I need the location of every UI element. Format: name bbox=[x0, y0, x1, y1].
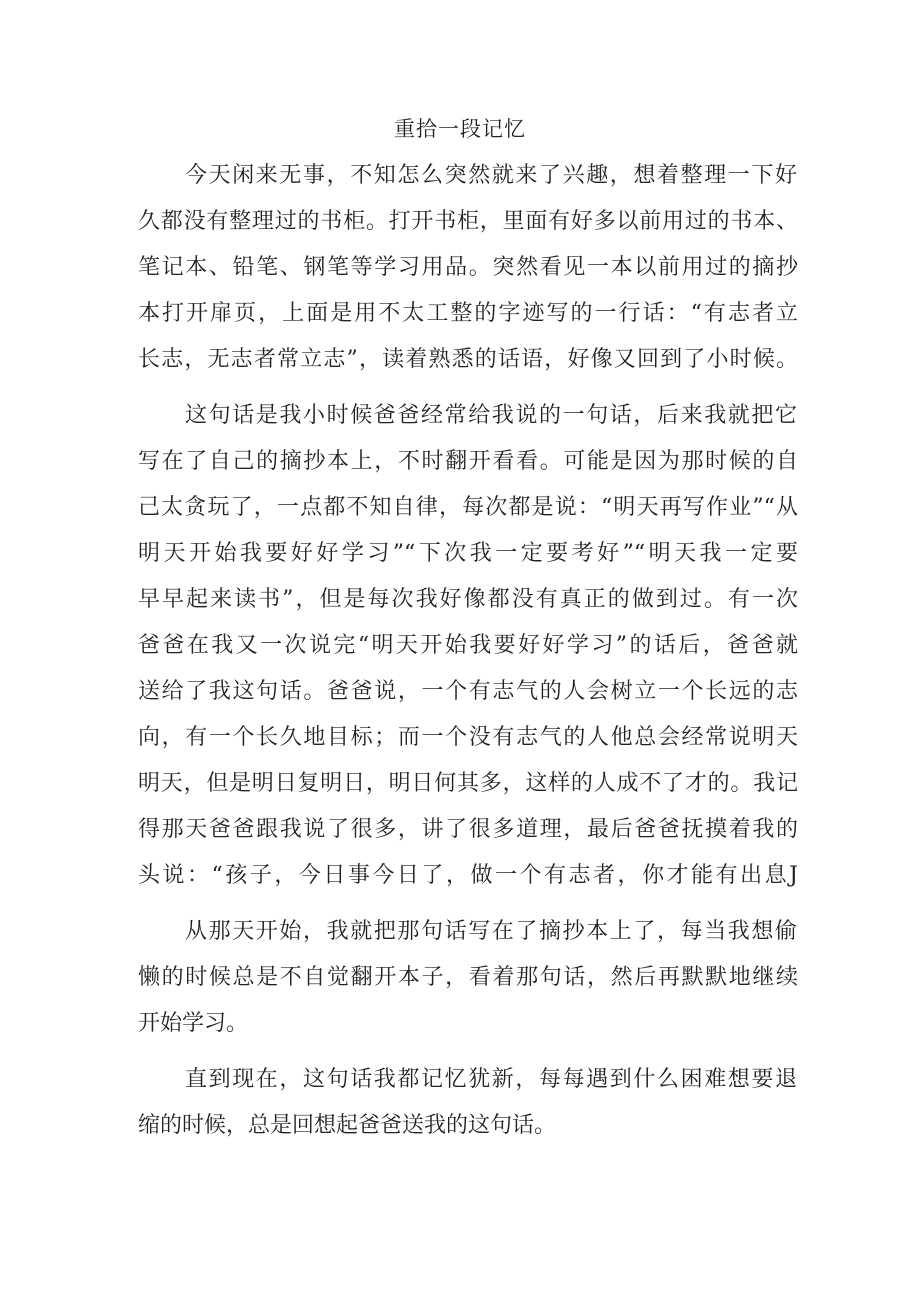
paragraph-3-line-3: 开始学习。 bbox=[138, 1011, 249, 1036]
paragraph-4-line-1: 直到现在，这句话我都记忆犹新，每每遇到什么困难想要退 bbox=[185, 1067, 797, 1092]
paragraph-1-line-4: 本打开扉页，上面是用不太工整的字迹写的一行话：“有志者立 bbox=[138, 301, 798, 326]
paragraph-3-line-2: 懒的时候总是不自觉翻开本子，看着那句话，然后再默默地继续 bbox=[138, 965, 798, 990]
paragraph-1-line-2: 久都没有整理过的书柜。打开书柜，里面有好多以前用过的书本、 bbox=[138, 209, 798, 234]
document-title: 重拾一段记忆 bbox=[394, 117, 526, 141]
paragraph-1-line-1: 今天闲来无事，不知怎么突然就来了兴趣，想着整理一下好 bbox=[185, 163, 797, 188]
paragraph-2-line-6: 爸爸在我又一次说完“明天开始我要好好学习”的话后，爸爸就 bbox=[138, 633, 798, 658]
paragraph-2-line-3: 己太贪玩了，一点都不知自律，每次都是说：“明天再写作业”“从 bbox=[138, 495, 798, 520]
paragraph-4-line-2: 缩的时候，总是回想起爸爸送我的这句话。 bbox=[138, 1113, 557, 1138]
paragraph-2-line-5: 早早起来读书”，但是每次我好像都没有真正的做到过。有一次 bbox=[138, 587, 798, 612]
paragraph-1-line-3: 笔记本、铅笔、钢笔等学习用品。突然看见一本以前用过的摘抄 bbox=[138, 255, 798, 280]
paragraph-2-line-10: 得那天爸爸跟我说了很多，讲了很多道理，最后爸爸抚摸着我的 bbox=[138, 817, 798, 842]
paragraph-1-line-5: 长志，无志者常立志”，读着熟悉的话语，好像又回到了小时候。 bbox=[138, 347, 798, 372]
paragraph-3-line-1: 从那天开始，我就把那句话写在了摘抄本上了，每当我想偷 bbox=[185, 919, 797, 944]
paragraph-2-line-11: 头说：“孩子，今日事今日了，做一个有志者，你才能有出息J bbox=[138, 863, 798, 888]
paragraph-2-line-4: 明天开始我要好好学习”“下次我一定要考好”“明天我一定要 bbox=[138, 541, 798, 566]
paragraph-2-line-8: 向，有一个长久地目标；而一个没有志气的人他总会经常说明天 bbox=[138, 725, 798, 750]
paragraph-2-line-2: 写在了自己的摘抄本上，不时翻开看看。可能是因为那时候的自 bbox=[138, 449, 798, 474]
paragraph-2-line-1: 这句话是我小时候爸爸经常给我说的一句话，后来我就把它 bbox=[185, 403, 797, 428]
paragraph-2-line-9: 明天，但是明日复明日，明日何其多，这样的人成不了才的。我记 bbox=[138, 771, 798, 796]
paragraph-2-line-7: 送给了我这句话。爸爸说，一个有志气的人会树立一个长远的志 bbox=[138, 679, 798, 704]
